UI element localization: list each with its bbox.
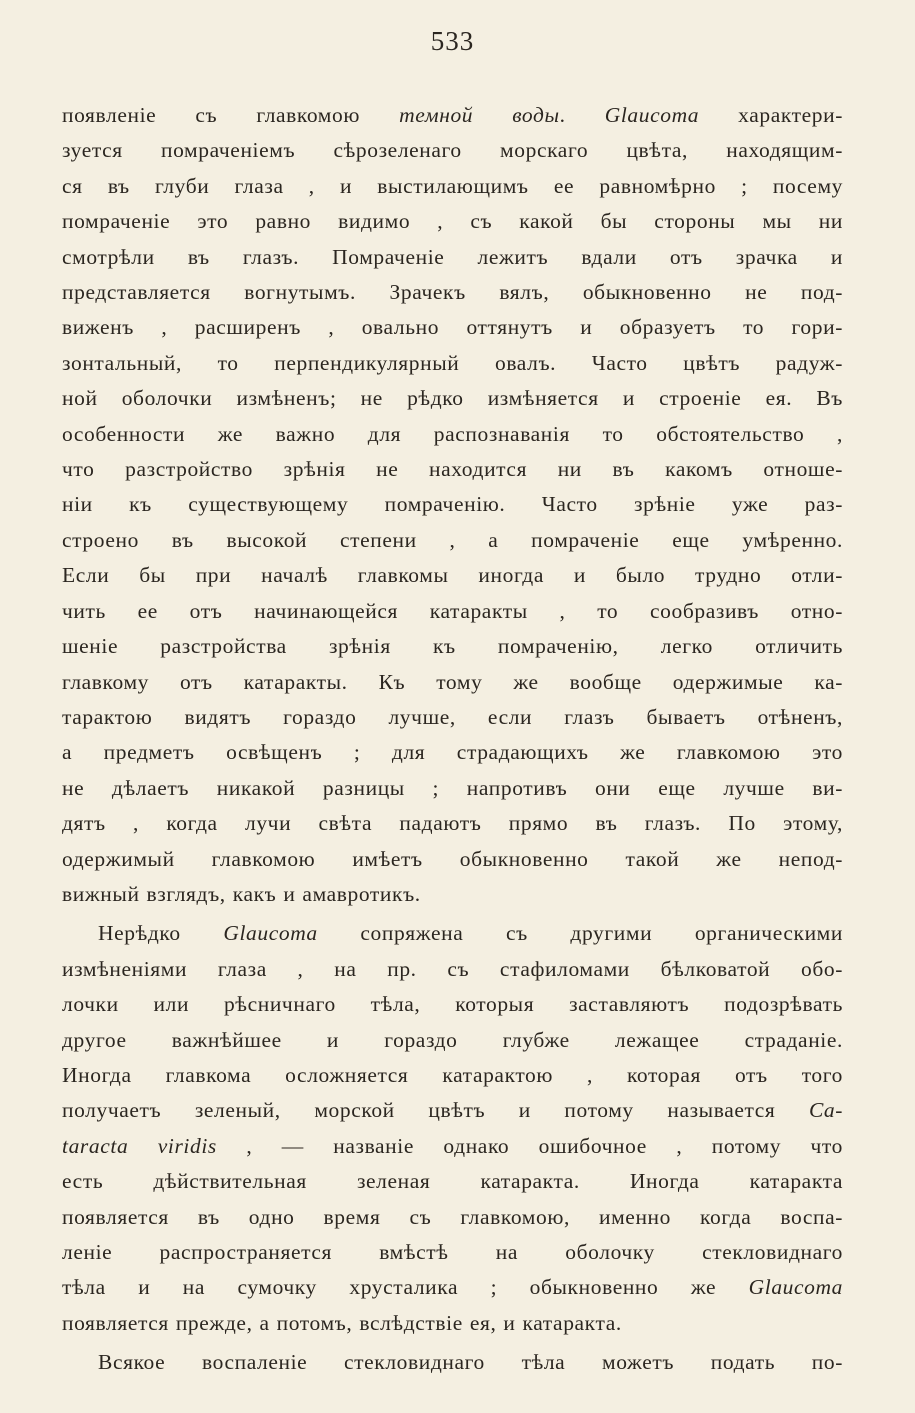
paragraph-2 [62,916,843,1341]
text-line: есть дѣйствительная зеленая катаракта. Иногда катаракта [62,1169,843,1194]
text-line: представляется вогнутымъ. Зрачекъ вялъ, обыкновенно не под- [62,280,843,305]
text-line: а предметъ освѣщенъ ; для страдающихъ же главкомою это [62,740,843,765]
text-line: зуется помраченіемъ сѣрозеленаго морскаго цвѣта, находящим- [62,138,843,163]
text-line: тѣла и на сумочку хрусталика ; обыкновенно же Glaucoma [62,1275,843,1300]
text-line: Если бы при началѣ главкомы иногда и было трудно отли- [62,563,843,588]
body-text [62,98,843,1381]
page-number: 533 [430,26,475,56]
text-line: не дѣлаетъ никакой разницы ; напротивъ они еще лучше ви- [62,775,843,800]
paragraph-1 [62,98,843,912]
text-line: появляется прежде, а потомъ, вслѣдствіе ея, и катаракта. [62,1310,622,1335]
text-line: Нерѣдко Glaucoma сопряжена съ другими органическими [98,921,843,946]
text-line: зонтальный, то перпендикулярный овалъ. Часто цвѣтъ радуж- [62,350,843,375]
text-line: главкому отъ катаракты. Къ тому же вообще одержимые ка- [62,669,843,694]
text-line: появляется въ одно время съ главкомою, именно когда воспа- [62,1204,843,1229]
text-line: получаетъ зеленый, морской цвѣтъ и потому называется Ca- [62,1098,843,1123]
text-line: шеніе разстройства зрѣнія къ помраченію, легко отличить [62,634,843,659]
text-line: дятъ , когда лучи свѣта падаютъ прямо въ глазъ. По этому, [62,811,843,836]
text-line: ной оболочки измѣненъ; не рѣдко измѣняется и строеніе ея. Въ [62,386,843,411]
text-line: тарактою видятъ гораздо лучше, если глазъ бываетъ отѣненъ, [62,704,843,729]
text-line: леніе распространяется вмѣстѣ на оболочку стекловиднаго [62,1240,843,1264]
text-line: одержимый главкомою имѣетъ обыкновенно такой же непод- [62,846,843,871]
text-line: Всякое воспаленіе стекловиднаго тѣла можетъ подать по- [98,1350,843,1375]
text-line: другое важнѣйшее и гораздо глубже лежащее страданіе. [62,1027,843,1052]
text-line: что разстройство зрѣнія не находится ни въ какомъ отноше- [62,457,843,482]
text-line: вижный взглядъ, какъ и амавротикъ. [62,881,421,906]
text-line: taracta viridis , — названіе однако ошибочное , потому что [62,1133,843,1158]
text-line: Иногда главкома осложняется катарактою , которая отъ того [62,1062,843,1087]
paragraph-3 [62,1345,843,1380]
text-line: помраченіе это равно видимо , съ какой бы стороны мы ни [62,209,843,234]
text-line: лочки или рѣсничнаго тѣла, которыя заставляютъ подозрѣвать [62,992,843,1017]
text-line: чить ее отъ начинающейся катаракты , то сообразивъ отно- [62,598,843,623]
text-line: ся въ глуби глаза , и выстилающимъ ее равномѣрно ; посему [62,173,843,198]
text-line: строено въ высокой степени , а помраченіе еще умѣренно. [62,527,843,552]
text-line: появленіе съ главкомою темной воды. Glaucoma характери- [62,103,843,127]
text-line: особенности же важно для распознаванія то обстоятельство , [62,421,843,446]
text-line: ніи къ существующему помраченію. Часто зрѣніе уже раз- [62,492,843,517]
text-line: смотрѣли въ глазъ. Помраченіе лежитъ вдали отъ зрачка и [62,244,843,269]
text-line: измѣненіями глаза , на пр. съ стафиломами бѣлковатой обо- [62,956,843,981]
text-line: виженъ , расширенъ , овально оттянутъ и образуетъ то гори- [62,315,843,340]
